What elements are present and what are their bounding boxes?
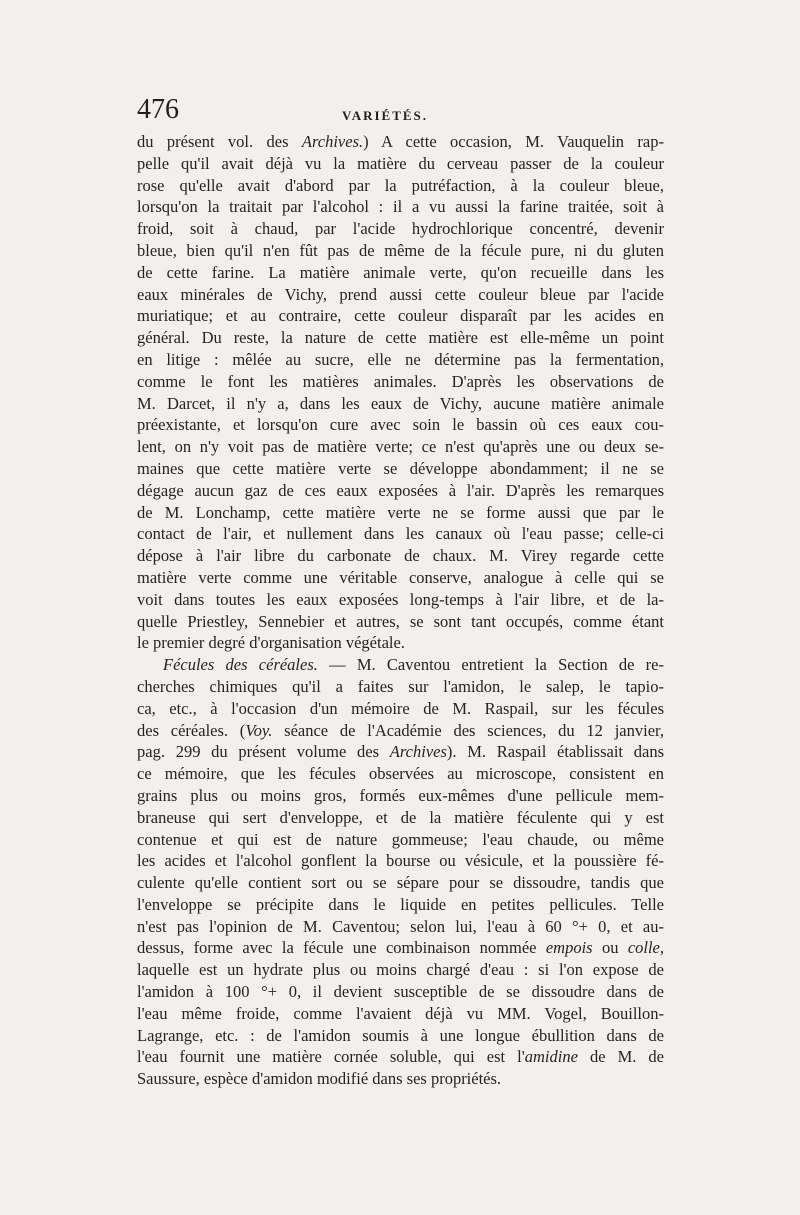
text-run: en litige : mêlée au sucre, elle ne détermine pas la fermentation,	[137, 349, 664, 369]
text-line	[137, 763, 664, 785]
text-run: bleue, bien qu'il n'en fût pas de même de la fécule pure, ni du gluten	[137, 240, 664, 260]
text-run: du présent vol. des	[137, 132, 302, 151]
text-line	[137, 807, 664, 829]
italic-run: Archives	[389, 742, 447, 762]
text-line	[137, 1025, 664, 1047]
page-header	[137, 94, 667, 130]
text-run: voit dans toutes les eaux exposées long-temps à l'air libre, et de la-	[137, 589, 664, 609]
text-line	[137, 1046, 664, 1068]
italic-run: Voy.	[245, 720, 273, 740]
text-line	[137, 436, 664, 458]
text-line	[137, 1003, 664, 1025]
text-run: lorsqu'on la traitait par l'alcohol : il a vu aussi la farine traitée, soit à	[137, 197, 664, 217]
text-line	[137, 371, 664, 393]
text-line	[137, 284, 664, 306]
text-run: l'eau fournit une matière cornée soluble, qui est l'	[137, 1047, 525, 1067]
italic-run: Archives.	[301, 132, 364, 151]
text-line	[137, 981, 664, 1003]
text-run: général. Du reste, la nature de cette matière est elle-même un point	[137, 328, 664, 348]
text-line	[137, 741, 664, 763]
italic-run: Fécules des céréales.	[163, 655, 318, 675]
text-line	[137, 676, 664, 698]
text-line	[137, 327, 664, 349]
text-line	[137, 502, 664, 524]
text-run: ca, etc., à l'occasion d'un mémoire de M. Raspail, sur les fécules	[137, 698, 664, 718]
text-run: dessus, forme avec la fécule une combinaison nommée	[137, 938, 546, 958]
text-run: de cette farine. La matière animale verte, qu'on recueille dans les	[137, 262, 664, 282]
italic-run: amidine	[524, 1047, 578, 1067]
text-run: dépose à l'air libre du carbonate de chaux. M. Virey regarde cette	[137, 546, 664, 566]
text-run: ,	[659, 938, 665, 958]
text-run: dégage aucun gaz de ces eaux exposées à l'air. D'après les remarques	[137, 480, 664, 500]
text-line	[137, 937, 664, 959]
text-line	[137, 654, 664, 676]
text-line	[137, 959, 664, 981]
text-run: — M. Caventou entretient la Section de re-	[317, 655, 664, 675]
text-line	[137, 458, 664, 480]
text-run: le premier degré d'organisation végétale.	[137, 633, 405, 653]
text-run: contact de l'air, et nullement dans les canaux où l'eau passe; celle-ci	[137, 524, 664, 544]
text-run: culente qu'elle contient sort ou se sépare pour se dissoudre, tandis que	[137, 873, 664, 893]
text-line	[137, 829, 664, 851]
text-run: contenue et qui est de nature gommeuse; l'eau chaude, ou même	[137, 829, 664, 849]
text-run: comme le font les matières animales. D'après les observations de	[137, 371, 664, 391]
text-line	[137, 720, 664, 742]
body-text	[137, 131, 664, 1090]
text-run: maines que cette matière verte se développe abondamment; il ne se	[137, 458, 664, 478]
text-line	[137, 632, 664, 654]
text-line	[137, 196, 664, 218]
text-line	[137, 175, 664, 197]
text-run: préexistante, et lorsqu'on cure avec soin le bassin où ces eaux cou-	[137, 415, 664, 435]
text-run: des céréales. (	[137, 720, 246, 740]
text-line	[137, 153, 664, 175]
text-run: l'eau même froide, comme l'avaient déjà vu MM. Vogel, Bouillon-	[137, 1003, 664, 1023]
text-run: l'amidon à 100 °+ 0, il devient susceptible de se dissoudre dans de	[137, 982, 664, 1002]
text-line	[137, 393, 664, 415]
text-run: pelle qu'il avait déjà vu la matière du cerveau passer de la couleur	[137, 153, 664, 173]
text-run: muriatique; et au contraire, cette couleur disparaît par les acides en	[137, 306, 664, 326]
text-run: ou	[592, 938, 628, 958]
text-run: quelle Priestley, Sennebier et autres, se sont tant occupés, comme étant	[137, 611, 664, 631]
text-run: ) A cette occasion, M. Vauquelin rap-	[363, 132, 664, 151]
text-run: braneuse qui sert d'enveloppe, et de la matière féculente qui y est	[137, 807, 664, 827]
text-run: Lagrange, etc. : de l'amidon soumis à une longue ébullition dans de	[137, 1025, 664, 1045]
text-line	[137, 611, 664, 633]
text-run: n'est pas l'opinion de M. Caventou; selon lui, l'eau à 60 °+ 0, et au-	[137, 916, 664, 936]
text-run: laquelle est un hydrate plus ou moins chargé d'eau : si l'on expose de	[137, 960, 664, 980]
text-line	[137, 523, 664, 545]
text-line	[137, 698, 664, 720]
text-line	[137, 218, 664, 240]
text-line	[137, 349, 664, 371]
text-run: rose qu'elle avait d'abord par la putréfaction, à la couleur bleue,	[137, 175, 664, 195]
text-line	[137, 305, 664, 327]
text-run: Saussure, espèce d'amidon modifié dans ses propriétés.	[137, 1069, 502, 1089]
text-run: de M. Lonchamp, cette matière verte ne se forme aussi que par le	[137, 502, 664, 522]
text-run: grains plus ou moins gros, formés eux-mêmes d'une pellicule mem-	[137, 785, 664, 805]
running-head: VARIÉTÉS.	[342, 108, 429, 123]
text-run: lent, on n'y voit pas de matière verte; ce n'est qu'après une ou deux se-	[137, 437, 664, 457]
text-run: froid, soit à chaud, par l'acide hydrochlorique concentré, devenir	[137, 219, 664, 239]
text-run: l'enveloppe se précipite dans le liquide en petites pellicules. Telle	[137, 894, 664, 914]
text-run: cherches chimiques qu'il a faites sur l'amidon, le salep, le tapio-	[137, 676, 664, 696]
text-line	[137, 589, 664, 611]
text-run: de M. de	[577, 1047, 664, 1067]
italic-run: colle	[627, 938, 660, 958]
text-run: ). M. Raspail établissait dans	[446, 742, 664, 762]
text-line	[137, 262, 664, 284]
text-run: les acides et l'alcohol gonflent la bourse ou vésicule, et la poussière fé-	[137, 851, 664, 871]
text-line	[137, 785, 664, 807]
page-number: 476	[137, 94, 179, 125]
text-line	[137, 850, 664, 872]
text-run: matière verte comme une véritable conserve, analogue à celle qui se	[137, 567, 664, 587]
text-run: eaux minérales de Vichy, prend aussi cette couleur bleue par l'acide	[137, 284, 664, 304]
text-line	[137, 480, 664, 502]
text-line	[137, 894, 664, 916]
italic-run: empois	[545, 938, 593, 958]
text-line	[137, 1068, 664, 1090]
text-line	[137, 567, 664, 589]
text-line	[137, 240, 664, 262]
text-run: pag. 299 du présent volume des	[137, 742, 390, 762]
text-run: M. Darcet, il n'y a, dans les eaux de Vichy, aucune matière animale	[137, 393, 664, 413]
text-line	[137, 414, 664, 436]
text-line	[137, 916, 664, 938]
text-line	[137, 545, 664, 567]
text-run: séance de l'Académie des sciences, du 12 janvier,	[272, 720, 664, 740]
text-run: ce mémoire, que les fécules observées au microscope, consistent en	[137, 764, 664, 784]
text-line	[137, 872, 664, 894]
text-line	[137, 131, 664, 153]
